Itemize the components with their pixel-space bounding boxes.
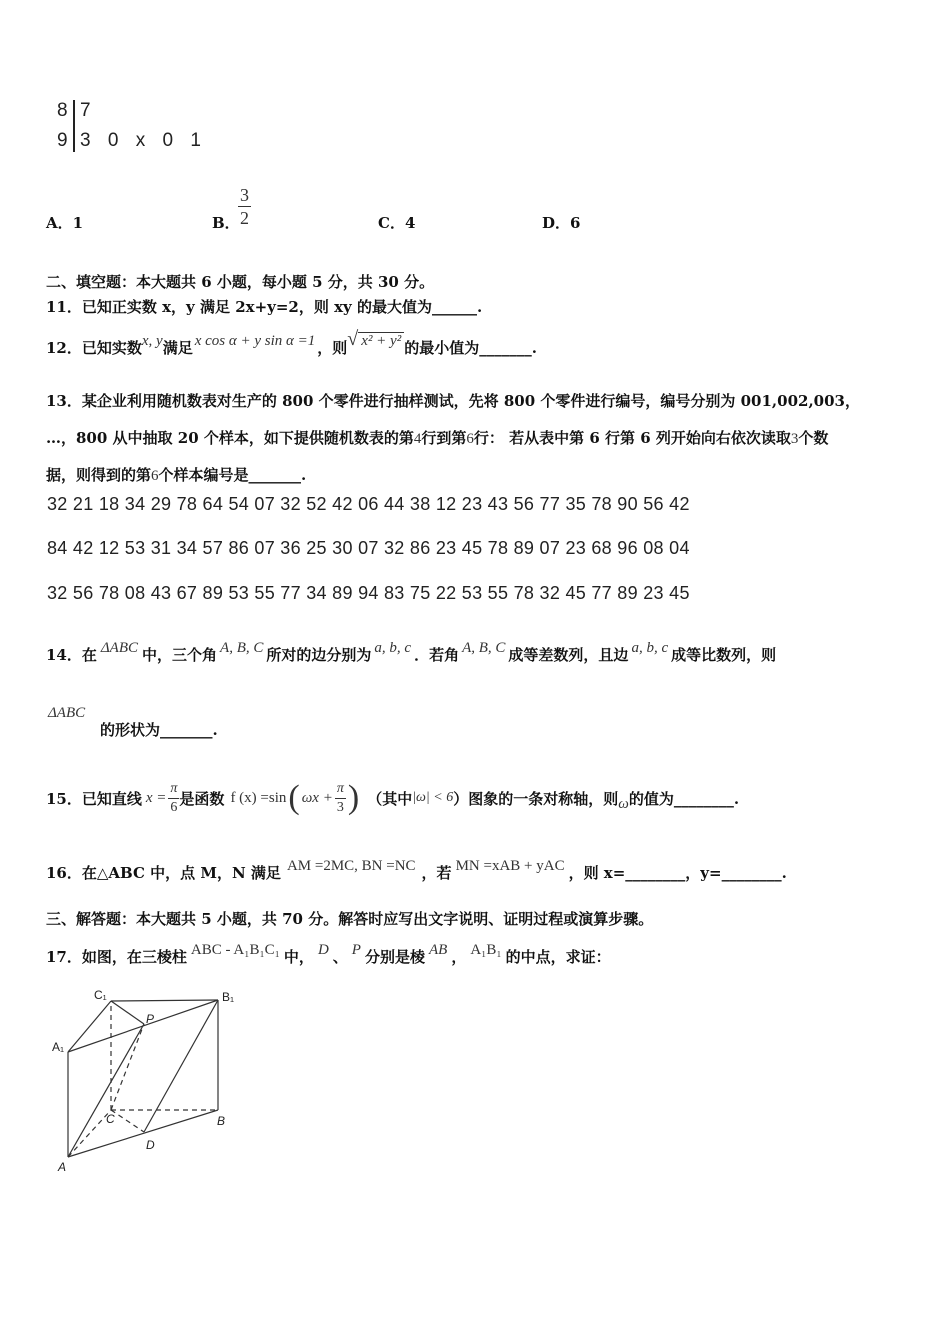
q15 bbox=[46, 776, 739, 820]
q16-math-cond: AM =2MC, BN =NC bbox=[286, 858, 416, 874]
label-p: P bbox=[146, 1012, 155, 1026]
q14-math-angles2: A, B, C bbox=[462, 640, 506, 656]
q17-math-d: D bbox=[317, 942, 329, 958]
option-d: D．6 bbox=[542, 214, 581, 232]
label-d: D bbox=[146, 1138, 155, 1152]
q15-frac1-num: π bbox=[168, 782, 179, 799]
q17-part2: 中， bbox=[283, 948, 314, 966]
q13-line2-d: 个数 bbox=[798, 429, 829, 447]
q13-math-3: 3 bbox=[790, 431, 799, 447]
q15-math-omega-cond: |ω| < 6 bbox=[412, 790, 454, 805]
label-c1: C₁ bbox=[94, 988, 107, 1002]
stem-row2: 9 bbox=[57, 130, 70, 151]
q13-math-4: 4 bbox=[413, 431, 422, 447]
q15-part1: 15．已知直线 bbox=[46, 789, 142, 808]
q16-math-mn: MN =xAB + yAC bbox=[455, 858, 565, 874]
q17-part5: ， bbox=[451, 948, 467, 966]
q14-part5: 成等差数列，且边 bbox=[508, 646, 629, 664]
q14-math-angles: A, B, C bbox=[220, 640, 264, 656]
line-c1-p bbox=[111, 1001, 144, 1024]
q12-part2: 满足 bbox=[162, 339, 193, 357]
q15-frac2-num: π bbox=[335, 782, 346, 799]
q15-part5: 的值为________. bbox=[628, 789, 740, 808]
q14-math-abc: ΔABC bbox=[100, 640, 139, 656]
label-a1: A₁ bbox=[52, 1040, 65, 1054]
q13-math-6: 6 bbox=[466, 431, 474, 447]
q13-line3-a: 据，则得到的第 bbox=[46, 466, 152, 484]
section3-heading: 三、解答题：本大题共 5 小题，共 70 分。解答时应写出文字说明、证明过程或演算步骤。 bbox=[46, 910, 654, 928]
option-a: A．1 bbox=[46, 214, 84, 232]
q17 bbox=[46, 942, 611, 967]
q15-frac2-den: 3 bbox=[336, 799, 344, 815]
option-c: C．4 bbox=[378, 214, 416, 232]
q17-math-p: P bbox=[351, 942, 361, 958]
q13-line2 bbox=[46, 427, 828, 448]
q15-part2: 是函数 bbox=[179, 789, 225, 808]
q12-sqrt-sign: √ bbox=[347, 328, 359, 350]
q13-line3 bbox=[46, 464, 306, 485]
q14 bbox=[46, 640, 777, 665]
random-table-row2: 84 42 12 53 31 34 57 86 07 36 25 30 07 32 86 23 45 78 89 07 23 68 96 08 04 bbox=[47, 538, 690, 558]
stem-leaf-divider bbox=[73, 100, 75, 152]
section2-heading: 二、填空题：本大题共 6 小题，每小题 5 分，共 30 分。 bbox=[46, 273, 435, 291]
q12-math-sqrt: x² + y² bbox=[358, 332, 404, 350]
prism-figure bbox=[40, 985, 270, 1185]
q15-math-f: f (x) =sin bbox=[230, 789, 287, 806]
q15-frac2 bbox=[335, 782, 346, 815]
q15-frac1 bbox=[168, 782, 179, 815]
q13-line1: 13．某企业利用随机数表对生产的 800 个零件进行抽样测试，先将 800 个零件进行编号，编号分别为 001,002,003， bbox=[46, 392, 860, 410]
q15-math-omega: ω bbox=[618, 795, 629, 812]
q12 bbox=[46, 328, 537, 359]
label-b1: B₁ bbox=[222, 990, 235, 1004]
q14-part2: 中，三个角 bbox=[142, 646, 218, 664]
q12-math-xy: x, y bbox=[141, 333, 163, 349]
q15-part3: （其中 bbox=[367, 789, 413, 808]
q15-part4: ）图象的一条对称轴，则 bbox=[453, 789, 619, 808]
q13-math-6b: 6 bbox=[151, 468, 159, 484]
q13-line2-b: 行到第 bbox=[421, 429, 467, 447]
edge-c1-b1 bbox=[111, 1000, 218, 1001]
q16-part2: ，若 bbox=[421, 864, 452, 882]
q16-part3: ，则 x=________，y=________. bbox=[568, 864, 787, 882]
leaf-row2: 3 0 x 0 1 bbox=[80, 130, 207, 151]
q11-text: 11．已知正实数 x，y 满足 2x+y=2，则 xy 的最大值为______. bbox=[46, 298, 483, 316]
label-b: B bbox=[217, 1114, 226, 1128]
q16-part1: 16．在△ABC 中，点 M，N 满足 bbox=[46, 864, 281, 882]
q14-part7: 的形状为_______. bbox=[100, 721, 218, 739]
q15-math-wx: ωx + bbox=[301, 789, 333, 806]
q14-part4: ．若角 bbox=[414, 646, 460, 664]
q14-math-abc2: ΔABC bbox=[48, 705, 86, 721]
q17-math-ab: AB bbox=[428, 942, 448, 958]
option-b-numerator: 3 bbox=[240, 185, 249, 205]
q16 bbox=[46, 858, 787, 883]
q17-part4: 分别是棱 bbox=[364, 948, 425, 966]
q14-part3: 所对的边分别为 bbox=[266, 646, 372, 664]
random-table-row3: 32 56 78 08 43 67 89 53 55 77 34 89 94 83 75 22 53 55 78 32 45 77 89 23 45 bbox=[47, 583, 690, 603]
stem-row1: 8 bbox=[57, 100, 70, 121]
option-b-fraction bbox=[238, 186, 251, 227]
label-a: A bbox=[58, 1160, 67, 1174]
q12-math-eq: x cos α + y sin α =1 bbox=[194, 333, 316, 349]
q12-part4: 的最小值为_______. bbox=[404, 339, 537, 357]
q13-line2-a: …，800 从中抽取 20 个样本，如下提供随机数表的第 bbox=[46, 429, 414, 447]
q12-part3: ，则 bbox=[317, 339, 348, 357]
q14-math-sides2: a, b, c bbox=[631, 640, 669, 656]
random-table-row1: 32 21 18 34 29 78 64 54 07 32 52 42 06 44 38 12 23 43 56 77 35 78 90 56 42 bbox=[47, 494, 690, 514]
option-b-label: B． bbox=[212, 214, 240, 232]
line-c-d bbox=[111, 1110, 144, 1132]
q17-part3: 、 bbox=[332, 948, 348, 966]
q17-math-a1b1: A₁B₁ bbox=[470, 942, 502, 958]
label-c: C bbox=[106, 1112, 115, 1126]
q17-part1: 17．如图，在三棱柱 bbox=[46, 948, 187, 966]
q14-part6: 成等比数列，则 bbox=[671, 646, 777, 664]
option-b-denominator: 2 bbox=[240, 208, 249, 228]
leaf-row1: 7 bbox=[80, 100, 93, 121]
q15-frac1-den: 6 bbox=[170, 799, 178, 815]
q14-part1: 14．在 bbox=[46, 646, 97, 664]
q15-math-x: x = bbox=[145, 789, 167, 806]
q14-math-sides: a, b, c bbox=[374, 640, 412, 656]
q15-paren-left: ( bbox=[288, 779, 300, 816]
line-c-p bbox=[111, 1024, 144, 1110]
q17-math-prism: ABC - A₁B₁C₁ bbox=[190, 942, 280, 958]
q17-part6: 的中点，求证： bbox=[505, 948, 611, 966]
q12-part1: 12．已知实数 bbox=[46, 339, 142, 357]
q13-line3-b: 个样本编号是_______. bbox=[158, 466, 307, 484]
q15-paren-right: ) bbox=[347, 779, 360, 816]
line-b1-d bbox=[144, 1000, 218, 1132]
q13-line2-c: 行： 若从表中第 6 行第 6 列开始向右依次读取 bbox=[473, 429, 791, 447]
